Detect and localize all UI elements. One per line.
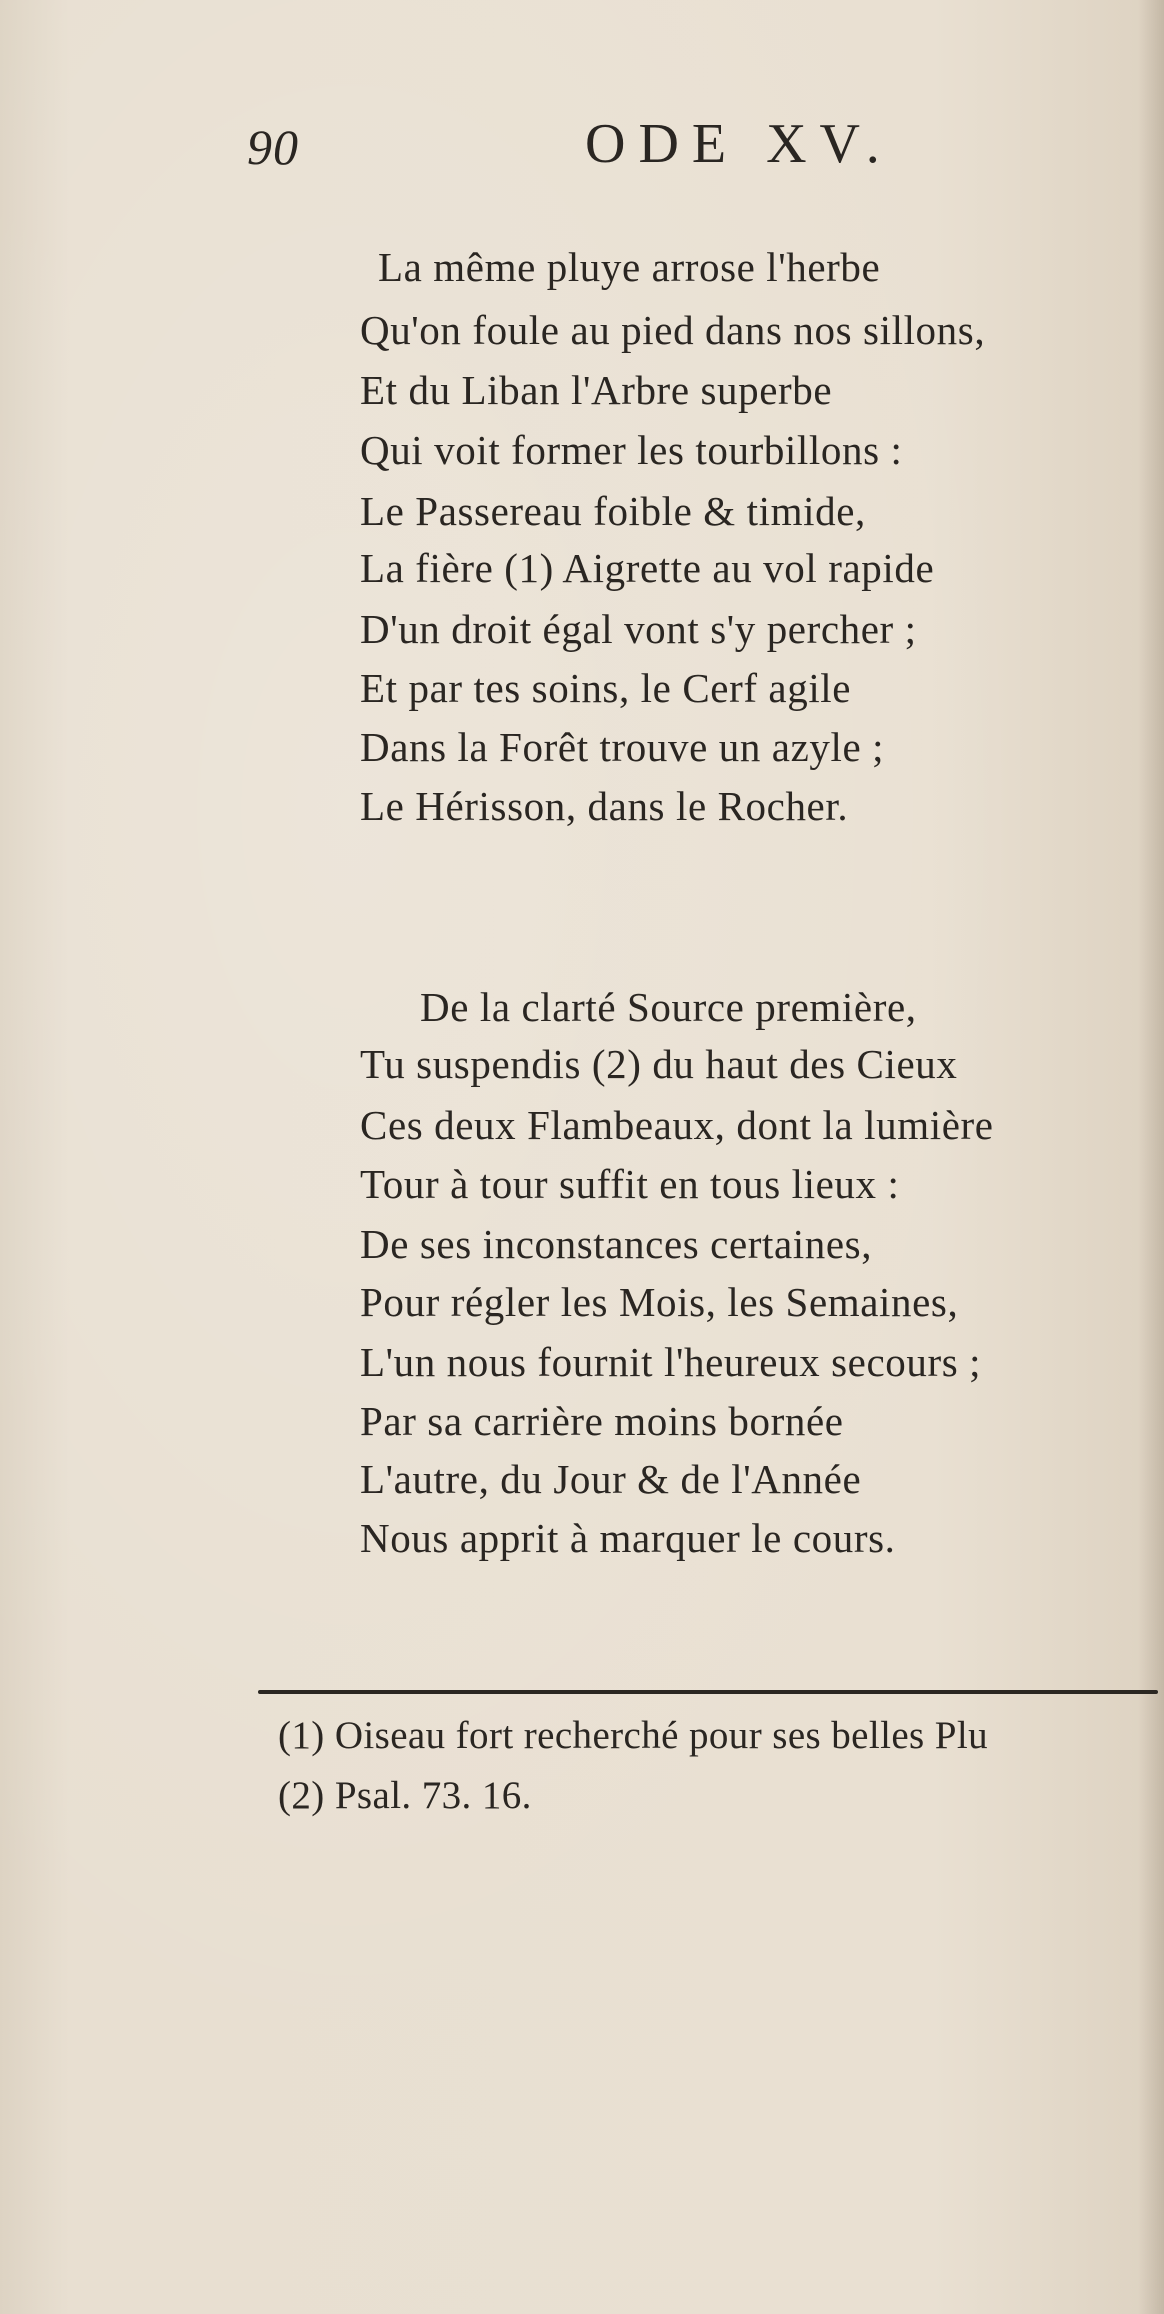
verse-line: Tu suspendis (2) du haut des Cieux — [360, 1041, 958, 1087]
page-number: 90 — [247, 119, 299, 175]
verse-line: Nous apprit à marquer le cours. — [360, 1515, 896, 1561]
verse-line: Dans la Forêt trouve un azyle ; — [360, 724, 885, 770]
verse-line: Le Hérisson, dans le Rocher. — [360, 783, 849, 829]
page-gutter-shadow — [1138, 0, 1164, 2314]
verse-line: Qu'on foule au pied dans nos sillons, — [360, 307, 986, 353]
footnote-1: (1) Oiseau fort recherché pour ses belles Plu — [278, 1714, 989, 1757]
verse-line: De la clarté Source première, — [420, 984, 917, 1030]
verse-line: La même pluye arrose l'herbe — [378, 244, 881, 290]
footnote-2: (2) Psal. 73. 16. — [278, 1774, 532, 1817]
verse-line: Tour à tour suffit en tous lieux : — [360, 1161, 900, 1207]
verse-line: De ses inconstances certaines, — [360, 1221, 873, 1267]
verse-line: La fière (1) Aigrette au vol rapide — [360, 545, 935, 591]
verse-line: L'un nous fournit l'heureux secours ; — [360, 1339, 982, 1385]
verse-line: Pour régler les Mois, les Semaines, — [360, 1279, 959, 1325]
verse-line: Qui voit former les tourbillons : — [360, 427, 903, 473]
verse-line: Et par tes soins, le Cerf agile — [360, 665, 852, 711]
verse-line: Par sa carrière moins bornée — [360, 1398, 844, 1444]
verse-line: Le Passereau foible & timide, — [360, 488, 866, 534]
running-head: ODE XV. — [585, 113, 893, 175]
footnote-separator-rule — [258, 1690, 1158, 1694]
verse-line: D'un droit égal vont s'y percher ; — [360, 606, 917, 652]
verse-line: L'autre, du Jour & de l'Année — [360, 1456, 862, 1502]
verse-line: Ces deux Flambeaux, dont la lumière — [360, 1102, 994, 1148]
verse-line: Et du Liban l'Arbre superbe — [360, 367, 833, 413]
